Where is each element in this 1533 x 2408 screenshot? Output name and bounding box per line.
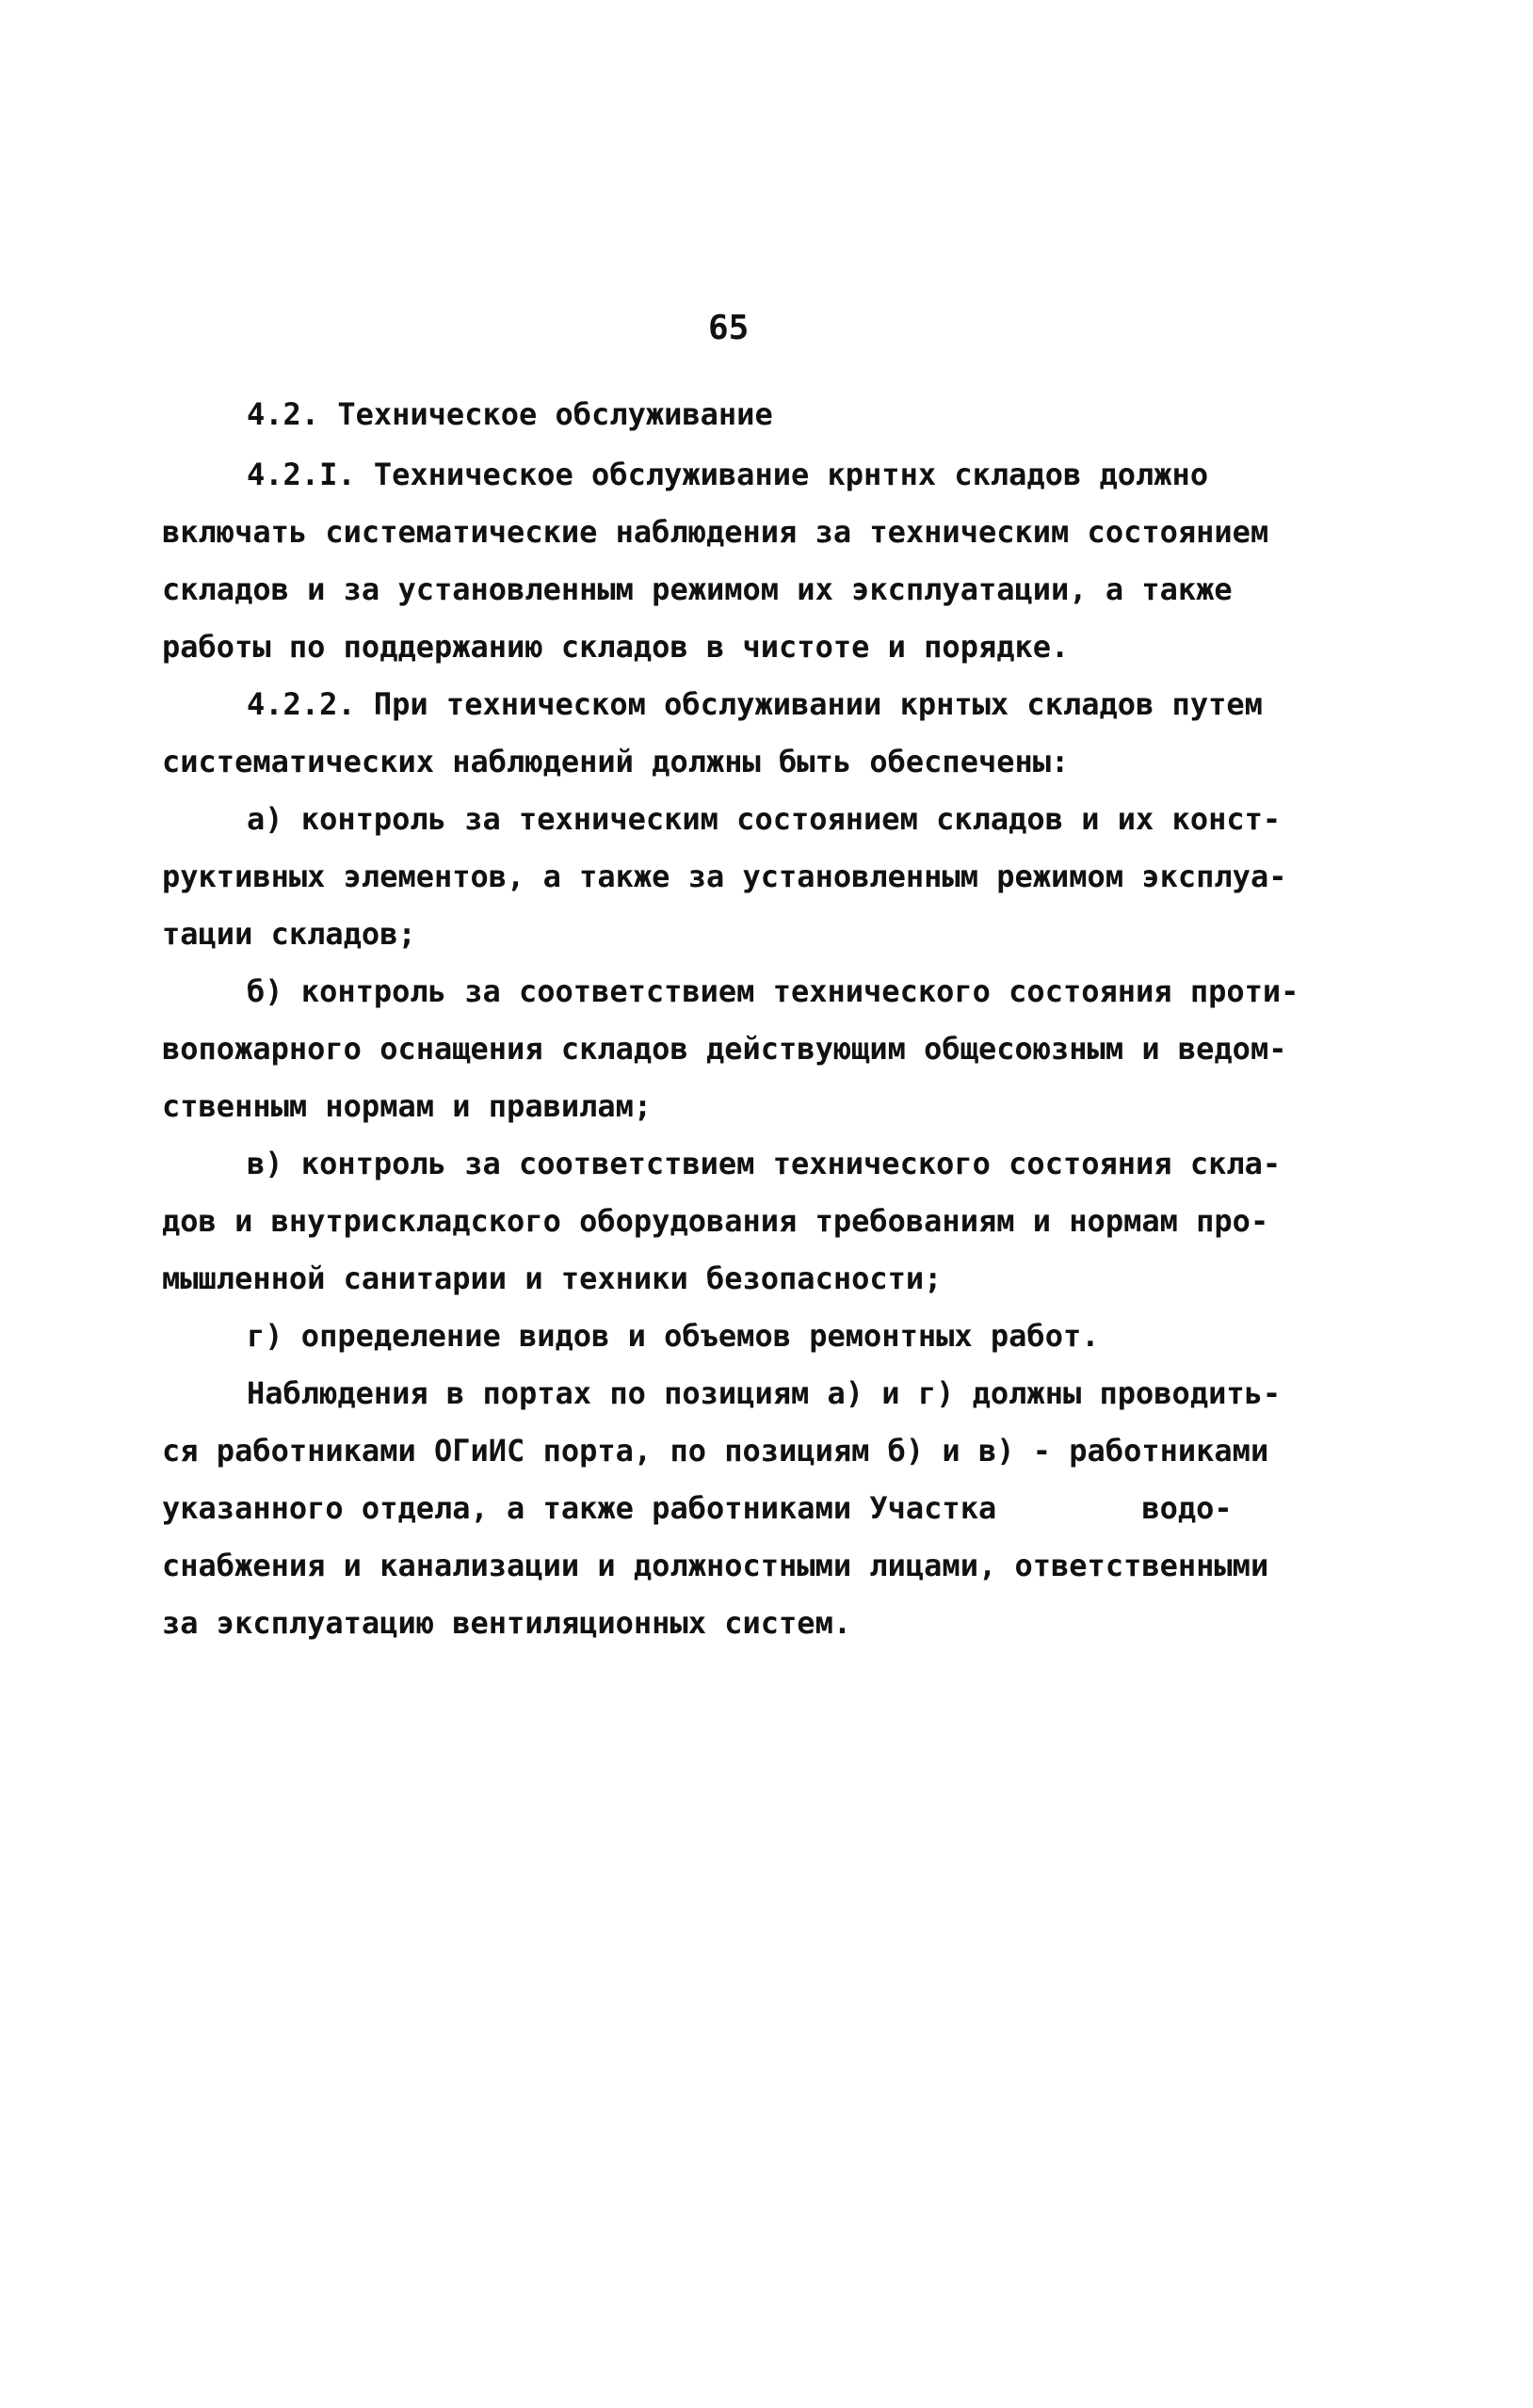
list-item-v: в) контроль за соответствием технического состояния скла- [247, 1146, 1282, 1181]
paragraph-line: складов и за установленным режимом их эксплуатации, а также [162, 571, 1233, 607]
list-item-b: б) контроль за соответствием технического состояния проти- [247, 973, 1299, 1009]
paragraph-line: работы по поддержанию складов в чистоте и порядке. [162, 629, 1070, 665]
paragraph-line: мышленной санитарии и техники безопасности; [162, 1260, 943, 1296]
paragraph-line: дов и внутрискладского оборудования требованиям и нормам про- [162, 1203, 1269, 1239]
paragraph-line: Наблюдения в портах по позициям а) и г) должны проводить- [247, 1375, 1282, 1411]
page-number: 65 [708, 309, 750, 347]
paragraph-line: ся работниками ОГиИС порта, по позициям б) и в) - работниками [162, 1433, 1269, 1469]
section-heading: 4.2. Техническое обслуживание [247, 396, 773, 432]
list-item-a: а) контроль за техническим состоянием складов и их конст- [247, 801, 1282, 837]
list-item-g: г) определение видов и объемов ремонтных работ. [247, 1318, 1100, 1354]
body-text [162, 386, 1299, 1652]
paragraph-line: включать систематические наблюдения за техническим состоянием [162, 514, 1269, 550]
paragraph-line: руктивных элементов, а также за установленным режимом эксплуа- [162, 859, 1287, 894]
paragraph-line: вопожарного оснащения складов действующим общесоюзным и ведом- [162, 1031, 1287, 1067]
paragraph-line: 4.2.I. Техническое обслуживание крнтнх складов должно [247, 457, 1209, 492]
paragraph-line: указанного отдела, а также работниками Участка водо- [162, 1490, 1233, 1526]
paragraph-line: 4.2.2. При техническом обслуживании крнтых складов путем [247, 686, 1263, 722]
paragraph-line: тации складов; [162, 916, 416, 952]
paragraph-line: ственным нормам и правилам; [162, 1088, 653, 1124]
paragraph-line: за эксплуатацию вентиляционных систем. [162, 1605, 852, 1641]
paragraph-line: систематических наблюдений должны быть обеспечены: [162, 744, 1070, 779]
paragraph-line: снабжения и канализации и должностными лицами, ответственными [162, 1548, 1269, 1583]
